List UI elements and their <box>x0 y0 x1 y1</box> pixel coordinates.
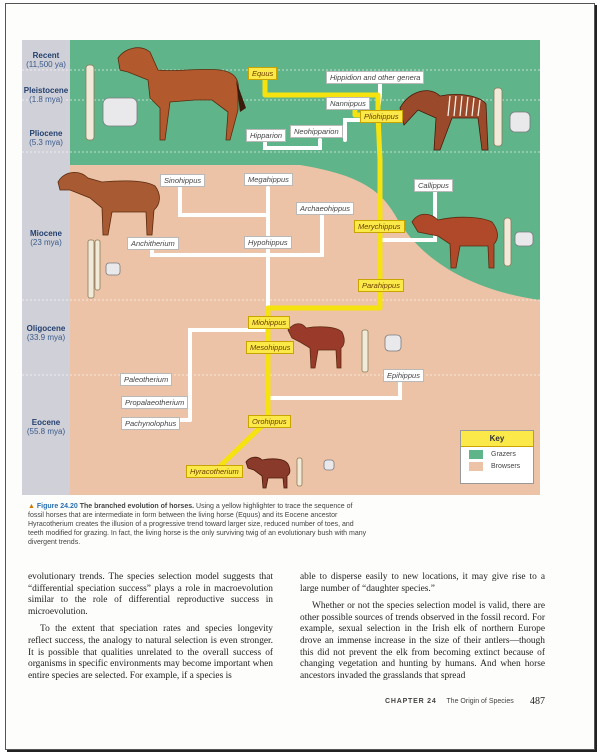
genus-epihippus: Epihippus <box>383 369 424 382</box>
figure-key <box>460 430 534 484</box>
epoch-pliocene <box>22 129 70 147</box>
genus-hippidion: Hippidion and other genera <box>326 71 424 84</box>
epoch-age: (55.8 mya) <box>26 427 66 436</box>
epoch-age: (33.9 mya) <box>26 333 66 342</box>
genus-mesohippus: Mesohippus <box>246 341 294 354</box>
chapter-title: The Origin of Species <box>446 698 514 705</box>
epoch-name: Recent <box>32 51 60 60</box>
genus-parahippus: Parahippus <box>358 279 404 292</box>
epoch-age: (5.3 mya) <box>29 138 63 147</box>
caption-title: The branched evolution of horses. <box>79 503 195 510</box>
epoch-oligocene <box>22 324 70 342</box>
browsers-swatch <box>469 462 483 471</box>
genus-anchitherium: Anchitherium <box>127 237 179 250</box>
genus-megahippus: Megahippus <box>244 173 293 186</box>
genus-sinohippus: Sinohippus <box>160 174 205 187</box>
paragraph: Whether or not the species selection model is valid, there are other possible sources of trends observed in the fossil record. For example, sexual selection in the Irish elk of northern Europe drove an immense increase in the size of their antlers—though this did not prevent the elk from becoming extinct because of changing vegetation and hunting by humans. And when horse ancestors invaded the grasslands that spread <box>300 601 545 681</box>
genus-orohippus: Orohippus <box>248 415 291 428</box>
genus-miohippus: Miohippus <box>248 316 290 329</box>
genus-nannippus: Nannippus <box>326 97 370 110</box>
paragraph: able to disperse easily to new locations, it may give rise to a large number of “daughter species.” <box>300 572 545 594</box>
genus-merychippus: Merychippus <box>354 220 405 233</box>
epoch-age: (1.8 mya) <box>29 95 63 104</box>
epoch-name: Eocene <box>31 418 61 427</box>
genus-paleotherium: Paleotherium <box>120 373 172 386</box>
key-grazers-label: Grazers <box>491 451 516 458</box>
caption-body: Using a yellow highlighter to trace the sequence of fossil horses that are intermediate in form between the living horse (Equus) and its Eocene ancestor Hyracotherium creates the illusion of a progressive trend toward larger size, reduced number of toes, and teeth modified for grazing. In fact, the living horse is the only surviving twig of an evolutionary bush with many divergent trends. <box>28 503 367 546</box>
genus-pliohippus: Pliohippus <box>360 110 403 123</box>
genus-archaeohippus: Archaeohippus <box>296 202 354 215</box>
genus-hypohippus: Hypohippus <box>244 236 292 249</box>
key-title: Key <box>461 431 533 447</box>
epoch-name: Pleistocene <box>23 86 69 95</box>
key-row-grazers <box>469 450 533 459</box>
genus-callippus: Callippus <box>414 179 453 192</box>
genus-neohipparion: Neohipparion <box>290 125 343 138</box>
paragraph: To the extent that speciation rates and species longevity reflect success, the analogy to natural selection is even stronger. It is possible that qualities unrelated to the overall success of organisms in specific environments may become important when entire species are selected. For example, if a species is <box>28 624 273 681</box>
grazers-swatch <box>469 450 483 459</box>
text-column-right <box>300 572 545 688</box>
epoch-miocene <box>22 229 70 247</box>
paragraph: evolutionary trends. The species selection model suggests that “differential speciation success” plays a role in macroevolution similar to the role of differential reproductive success in microevolution. <box>28 572 273 617</box>
genus-propalaeotherium: Propalaeotherium <box>121 396 188 409</box>
epoch-name: Pliocene <box>29 129 63 138</box>
genus-hyracotherium: Hyracotherium <box>186 465 243 478</box>
triangle-marker-icon: ▲ <box>28 503 35 510</box>
epoch-recent <box>22 51 70 69</box>
page-number: 487 <box>530 696 545 707</box>
epoch-eocene <box>22 418 70 436</box>
page-footer <box>385 698 514 705</box>
key-browsers-label: Browsers <box>491 463 521 470</box>
epoch-name: Oligocene <box>26 324 66 333</box>
figure-label: Figure 24.20 <box>36 503 78 510</box>
text-column-left <box>28 572 273 688</box>
epoch-age: (23 mya) <box>30 238 62 247</box>
epoch-name: Miocene <box>29 229 62 238</box>
epoch-pleistocene <box>22 86 70 104</box>
chapter-label: CHAPTER 24 <box>385 698 437 705</box>
figure-caption <box>28 502 368 547</box>
genus-pachynolophus: Pachynolophus <box>121 417 180 430</box>
epoch-age: (11,500 ya) <box>26 60 66 69</box>
genus-equus: Equus <box>248 67 277 80</box>
genus-hipparion: Hipparion <box>246 129 286 142</box>
key-row-browsers <box>469 462 533 471</box>
